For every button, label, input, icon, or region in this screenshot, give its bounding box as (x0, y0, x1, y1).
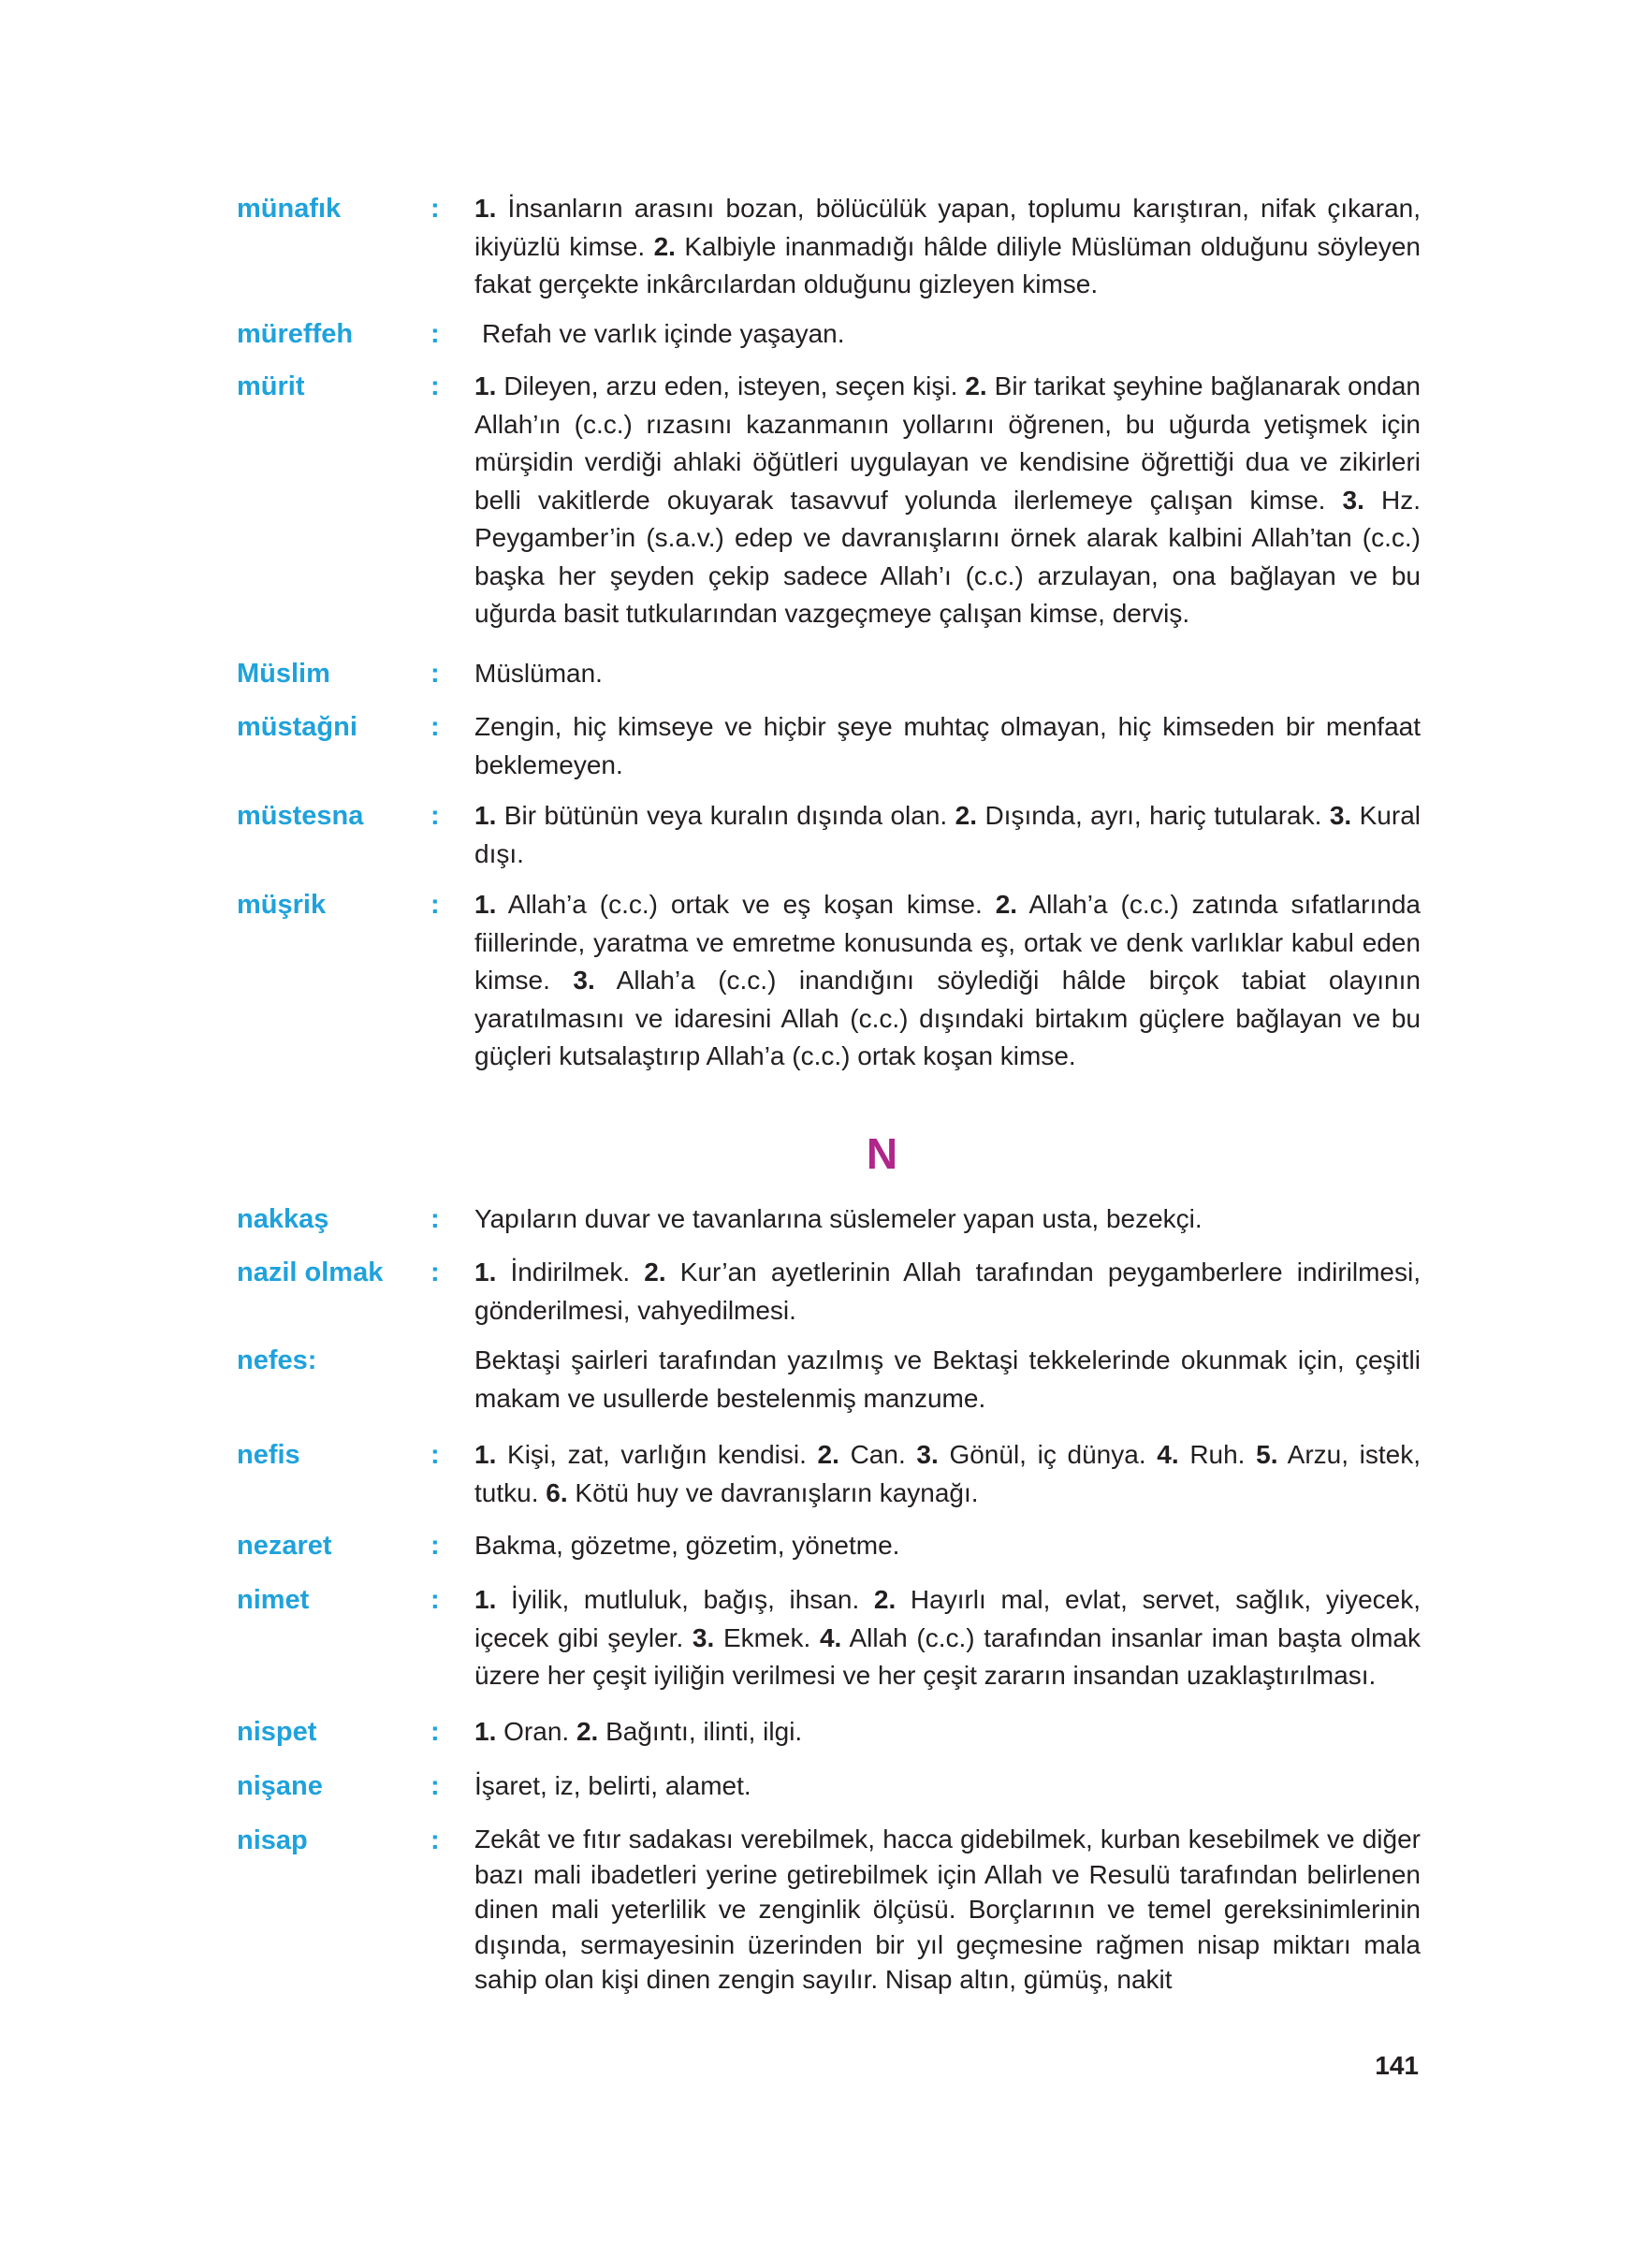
entry-definition: Zengin, hiç kimseye ve hiçbir şeye muhtaç olmayan, hiç kimseden bir menfaat beklemeyen. (474, 712, 1421, 779)
entry-definition: İşaret, iz, belirti, alamet. (474, 1771, 751, 1800)
entry-colon: : (430, 1825, 440, 1855)
entry-term: Müslim (237, 659, 330, 689)
entry-term: müşrik (237, 890, 327, 920)
entry-definition: Yapıların duvar ve tavanlarına süslemeler yapan usta, bezekçi. (474, 1204, 1203, 1233)
entry-term: müreffeh (237, 319, 354, 349)
entry-definition: Zekât ve fıtır sadakası verebilmek, hacca gidebilmek, kurban kesebilmek ve diğer bazı mali ibadetleri yerine getirebilmek için Allah ve Resulü tarafından belirlenen dinen mali yeterlilik ve zenginlik ölçüsü. Borçlarının ve temel gereksinimlerinin dışında, sermayesinin üzerinden bir yıl geçmesine rağmen nisap miktarı mala sahip olan kişi dinen zengin sayılır. Nisap altın, gümüş, nakit (474, 1825, 1421, 1994)
entry-definition: 1. İnsanların arasını bozan, bölücülük yapan, toplumu karıştıran, nifak çıkaran, ikiyüzlü kimse. 2. Kalbiyle inanmadığı hâlde diliyle Müslüman olduğunu söyleyen fakat gerçekte inkârcılardan olduğunu gizleyen kimse. (474, 194, 1421, 298)
entry-term: nişane (237, 1771, 323, 1801)
page-number: 141 (1375, 2051, 1419, 2080)
entry-definition: Müslüman. (474, 659, 603, 688)
entry-definition: 1. İyilik, mutluluk, bağış, ihsan. 2. Hayırlı mal, evlat, servet, sağlık, yiyecek, içecek gibi şeyler. 3. Ekmek. 4. Allah (c.c.) tarafından insanlar iman başta olmak üzere her çeşit iyiliğin verilmesi ve her çeşit zararın insandan uzaklaştırılması. (474, 1585, 1421, 1690)
entry-term: nisap (237, 1825, 308, 1855)
entry-colon: : (430, 890, 440, 920)
entry-colon: : (430, 319, 440, 349)
entry-definition: 1. Allah’a (c.c.) ortak ve eş koşan kimse. 2. Allah’a (c.c.) zatında sıfatlarında fiillerinde, yaratma ve emretme konusunda eş, ortak ve denk varlıklar kabul eden kimse. 3. Allah’a (c.c.) inandığını söylediği hâlde birçok tabiat olayının yaratılmasını ve idaresini Allah (c.c.) dışındaki birtakım güçlere bağlayan ve bu güçleri kutsalaştırıp Allah’a (c.c.) ortak koşan kimse. (474, 890, 1421, 1070)
entry-term: nimet (237, 1585, 310, 1615)
entry-colon: : (430, 1717, 440, 1747)
section-letter-heading: N (866, 1129, 898, 1178)
entry-definition: 1. Dileyen, arzu eden, isteyen, seçen kişi. 2. Bir tarikat şeyhine bağlanarak ondan Allah’ın (c.c.) rızasını kazanmanın yollarını öğrenen, bu uğurda yetişmek için mürşidin verdiği ahlaki öğütleri uygulayan ve kendisine öğrettiği dua ve zikirleri belli vakitlerde okuyarak tasavvuf yolunda ilerlemeye çalışan kimse. 3. Hz. Peygamber’in (s.a.v.) edep ve davranışlarını örnek alarak kalbini Allah’tan (c.c.) başka her şeyden çekip sadece Allah’ı (c.c.) arzulayan, ona bağlayan ve bu uğurda basit tutkularından vazgeçmeye çalışan kimse, derviş. (474, 371, 1421, 628)
entry-colon: : (430, 801, 440, 831)
entry-definition: 1. Bir bütünün veya kuralın dışında olan. 2. Dışında, ayrı, hariç tutularak. 3. Kural dışı. (474, 801, 1421, 868)
entry-term: müstesna (237, 801, 364, 831)
entry-colon: : (430, 1440, 440, 1470)
entry-colon: : (430, 1204, 440, 1234)
entry-term: münafık (237, 194, 342, 224)
entry-term: nispet (237, 1717, 317, 1747)
entry-term: nezaret (237, 1531, 332, 1561)
entry-colon: : (430, 1531, 440, 1561)
entry-colon: : (430, 712, 440, 742)
entry-colon: : (430, 371, 440, 401)
entry-definition: Refah ve varlık içinde yaşayan. (482, 319, 845, 348)
entry-term: nefis (237, 1440, 300, 1470)
entry-colon: : (430, 659, 440, 689)
entry-term: nakkaş (237, 1204, 329, 1234)
entry-colon: : (430, 194, 440, 224)
entry-term: nefes: (237, 1345, 317, 1375)
entry-term: mürit (237, 371, 305, 401)
entry-term: müstağni (237, 712, 357, 742)
entry-definition: Bektaşi şairleri tarafından yazılmış ve Bektaşi tekkelerinde okunmak için, çeşitli makam ve usullerde bestelenmiş manzume. (474, 1345, 1421, 1413)
entry-colon: : (430, 1585, 440, 1615)
entry-colon: : (430, 1258, 440, 1287)
entry-definition: 1. İndirilmek. 2. Kur’an ayetlerinin Allah tarafından peygamberlere indirilmesi, gönderilmesi, vahyedilmesi. (474, 1258, 1421, 1325)
entry-definition: Bakma, gözetme, gözetim, yönetme. (474, 1531, 900, 1560)
entry-definition: 1. Kişi, zat, varlığın kendisi. 2. Can. 3. Gönül, iç dünya. 4. Ruh. 5. Arzu, istek, tutku. 6. Kötü huy ve davranışların kaynağı. (474, 1440, 1422, 1507)
entry-definition: 1. Oran. 2. Bağıntı, ilinti, ilgi. (474, 1717, 803, 1746)
entry-term: nazil olmak (237, 1258, 384, 1287)
entry-colon: : (430, 1771, 440, 1801)
